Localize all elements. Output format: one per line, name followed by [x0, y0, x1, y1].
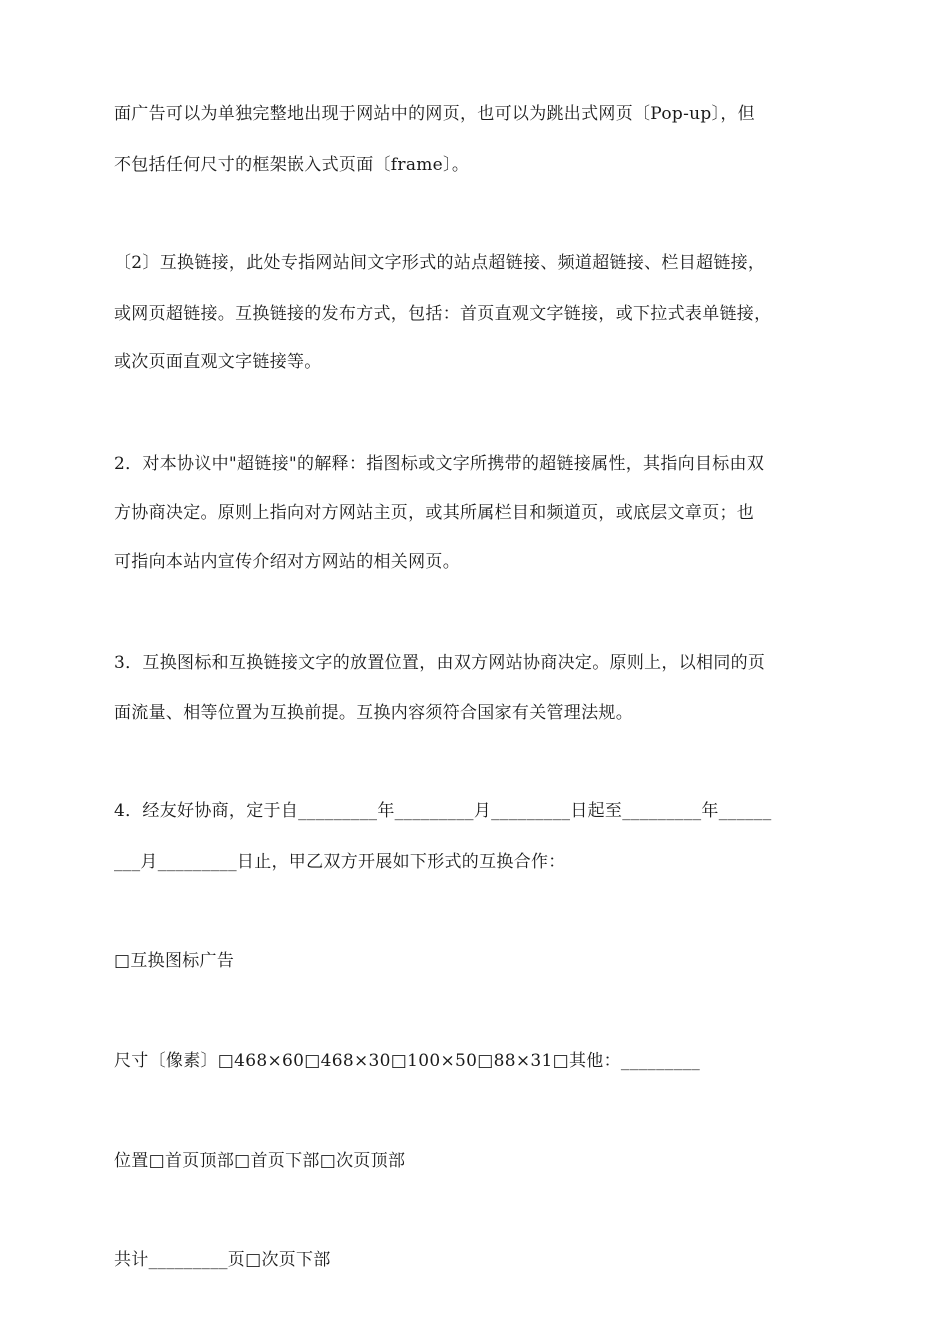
- paragraph-line: 〔2〕互换链接，此处专指网站间文字形式的站点超链接、频道超链接、栏目超链接，: [114, 253, 766, 273]
- position-options-line: 位置□首页顶部□首页下部□次页顶部: [114, 1151, 406, 1171]
- paragraph-line: ___月_________日止，甲乙双方开展如下形式的互换合作：: [114, 852, 566, 872]
- checkbox-option-line: □互换图标广告: [114, 951, 235, 971]
- size-options-line: 尺寸〔像素〕□468×60□468×30□100×50□88×31□其他：_________: [114, 1051, 701, 1071]
- paragraph-line: 方协商决定。原则上指向对方网站主页，或其所属栏目和频道页，或底层文章页；也: [114, 503, 755, 523]
- paragraph-line: 4．经友好协商，定于自_________年_________月_________日起至_________年______: [114, 801, 772, 821]
- paragraph-line: 面流量、相等位置为互换前提。互换内容须符合国家有关管理法规。: [114, 703, 633, 723]
- paragraph-line: 面广告可以为单独完整地出现于网站中的网页，也可以为跳出式网页〔Pop-up〕，但: [114, 104, 755, 124]
- paragraph-line: 或网页超链接。互换链接的发布方式，包括：首页直观文字链接，或下拉式表单链接，: [114, 304, 772, 324]
- paragraph-line: 不包括任何尺寸的框架嵌入式页面〔frame〕。: [114, 155, 470, 175]
- paragraph-line: 2．对本协议中"超链接"的解释：指图标或文字所携带的超链接属性，其指向目标由双: [114, 454, 765, 474]
- paragraph-line: 3．互换图标和互换链接文字的放置位置，由双方网站协商决定。原则上，以相同的页: [114, 653, 766, 673]
- total-pages-line: 共计_________页□次页下部: [114, 1250, 331, 1270]
- paragraph-line: 可指向本站内宣传介绍对方网站的相关网页。: [114, 552, 460, 572]
- paragraph-line: 或次页面直观文字链接等。: [114, 352, 322, 372]
